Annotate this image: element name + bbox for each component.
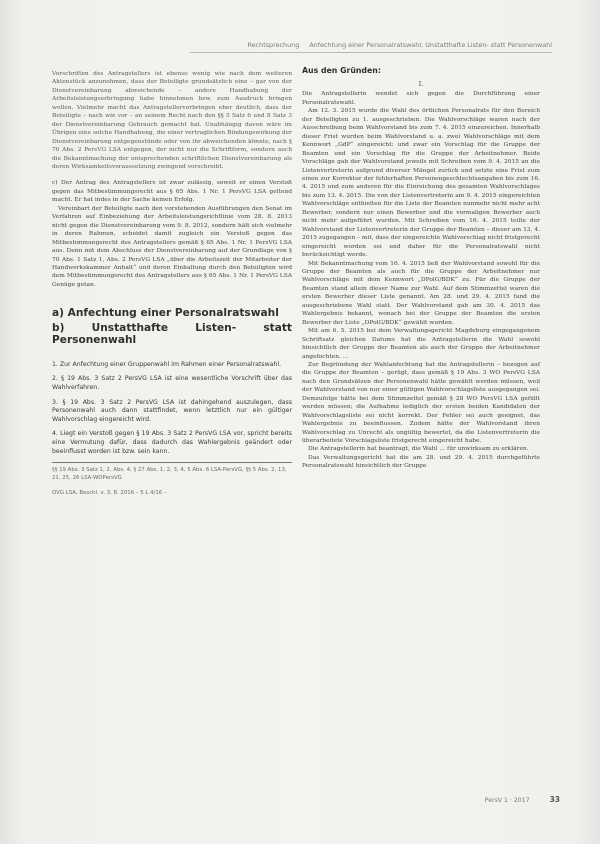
left-column [52,70,292,498]
leitsatz-1: 1. Zur Anfechtung einer Gruppenwahl im Rahmen einer Personalratswahl. [52,360,282,368]
running-head [190,41,552,53]
leitsatz-3: 3. § 19 Abs. 3 Satz 2 PersVG LSA ist dahingehend auszulegen, dass Personenwahl auch dann stattfindet, wenn letztlich nur ein gültiger Wahlvorschlag eingereicht wird. [52,398,292,423]
section-number: I. [418,81,424,88]
journal-issue: PersV 1 · 2017 [484,797,530,804]
body-paragraph: Mit am 6. 5. 2015 bei dem Verwaltungsgericht Magdeburg eingegangenem Schriftsatz gleichen Datums hat die Antragstellerin die Wahl sowohl hinsichtlich der Gruppe der Beamten als auch der Gruppe der Arbeitnehmer angefochten. … [302,328,540,360]
body-paragraph: Die Antragstellerin wendet sich gegen die Durchführung einer Personalratswahl. [302,91,540,106]
body-paragraph: Die Antragstellerin hat beantragt, die Wahl … für unwirksam zu erklären. [308,446,529,453]
body-paragraph: Das Verwaltungsgericht hat die am 28. und 29. 4. 2015 durchgeführte Personalratswahl hinsichtlich der Gruppe [302,454,540,470]
body-paragraph: Mit Bekanntmachung vom 16. 4. 2015 ließ der Wahlvorstand sowohl für die Gruppe der Beamten als auch für die Gruppe der Arbeitnehmer nur Wahlvorschläge mit dem Kennwort „DPolG/BDK“ zu. Für die Gruppe der Beamten stand allein dieser Name zur Wahl. Auf dem Stimmzettel waren die ersten Bewerber dieser Liste genannt. Am 28. und 29. 4. 2015 fand die ausgeschriebene Wahl statt. Der Wahlvorstand gab am 30. 4. 2015 das Wahlergebnis bekannt, wonach bei der Gruppe der Beamten die ersten Bewerber der Liste „DPolG/BDK“ gewählt wurden. [302,260,540,326]
court-citation: OVG LSA, Beschl. v. 3. 8. 2016 – 5 L 4/16 – [52,490,167,497]
paragraph-c: c) Der Antrag des Antragstellers ist zwar zulässig, soweit er einen Verstoß gegen das Mitbestimmungsrecht aus § 65 Abs. 1 Nr. 1 PersVG LSA geltend macht. Er hat indes in der Sache keinen Erfolg. [52,180,292,204]
body-paragraph: Am 12. 3. 2015 wurde die Wahl des örtlichen Personalrats für den Bereich der Beteiligten zu 1. ausgeschrieben. Die Wahlvorschläge waren nach der Ausschreibung beim Wahlvorstand bis zum 7. 4. 2015 einzureichen. Innerhalb dieser Frist wurden beim Wahlvorstand u. a. zwei Wahlvorschläge mit dem Kennwort „GdP“ eingereicht: und zwar ein Vorschlag für die Gruppe der Beamten und ein Vorschlag für die Gruppe der Arbeitnehmer. Beide Vorschläge gab der Wahlvorstand jeweils mit Schreiben vom 9. 4. 2015 an die Listenvertreterin aufgrund diverser Mängel zurück und setzte eine Frist zum einen zur Korrektur der fehlerhaften Personengeschlechtsangaben bis zum 16. 4. 2015 und zum anderen für die Einreichung des gesamten Wahlvorschlages bis zum 13. 4. 2015. Die von der Listenvertreterin am 9. 4. 2015 eingereichten Wahlvorschläge enthielten für die Liste der Beamten nunmehr nicht mehr acht Bewerber, sondern nur einen Bewerber und die vormaligen Bewerber auch nicht mehr aufgeführt wurden. Mit Schreiben vom 16. 4. 2015 teilte der Wahlvorstand der Listenvertreterin der Gruppe der Beamten – dieser am 13. 4. 2015 zugegangen – mit, dass der eingereichte Wahlvorschlag nicht fristgerecht eingereicht worden sei und daher für die Personalratswahl nicht berücksichtigt werde. [302,108,540,259]
intro-paragraph: Vorschriften des Antragstellers ist ebenso wenig wie nach dem weiteren Aktenstück anzunehmen, dass der Beteiligte grundsätzlich eine – gar von der Dienstvereinbarung abweichende – andere Handhabung der Arbeitsleistungserbringung habe hinnehmen bzw. zum Ausdruck bringen wollen. Vielmehr macht das Antragstellervorbringen eher deutlich, dass der Beteiligte – nach wie vor – an seinem Recht nach den §§ 5 Satz 6 und 8 Satz 3 der Dienstvereinbarung Gebrauch gemacht hat. Unabhängig davon wäre im Übrigen eine solche Handhabung, die einer vertraglichen Bindungswirkung der Dienstvereinbarung entgegenstünde oder von ihr abweichenden könnte, nach § 70 Abs. 2 PersVG LSA entgegen, der nicht nur die Schriftform, sondern auch die Bekanntmachung der entsprechenden schriftlichen Dienstvereinbarung als deren Wirksamkeitsvoraussetzung zwingend vorschreibt. [52,71,292,170]
leitsaetze [52,361,292,498]
page-number: 33 [549,795,560,804]
page-footer [485,795,560,804]
running-head-title: Anfechtung einer Personalratswahl; Unstatthafte Listen- statt Personenwahl [309,41,552,49]
paragraph-d: Vereinbart der Beteiligte nach den vorstehenden Ausführungen den Senat im Verfahren auf Einbeziehung der Arbeitsleistungsrichtlinie vom 28. 8. 2013 nicht gegen die Dienstvereinbarung vom 9. 8. 2012, sondern hält sich vielmehr in deren Rahmen, scheidet damit zugleich ein Verstoß gegen das Mitbestimmungsrecht des Antragstellers gemäß § 65 Abs. 1 Nr. 1 PersVG LSA aus. Denn mit dem Abschluss der Dienstvereinbarung auf der Grundlage von § 70 Abs. 1 Satz 1, Abs. 2 PersVG LSA „über die Arbeitszeit der Mitarbeiter der Handwerkskammer Anhalt“ und deren Einhaltung durch den Beteiligten wird dem Mitbestimmungsrecht des Antragstellers aus § 65 Abs. 1 Nr. 1 PersVG LSA Genüge getan. [52,205,292,288]
running-head-section: Rechtsprechung [247,41,300,49]
right-column [302,66,540,471]
leitsatz-4: 4. Liegt ein Verstoß gegen § 19 Abs. 3 Satz 2 PersVG LSA vor, spricht bereits eine Vermutung dafür, dass dadurch das Wahlergebnis geändert oder beeinflusst worden ist bzw. sein kann. [52,430,292,463]
body-paragraph: Zur Begründung der Wahlanfechtung hat die Antragstellerin – bezogen auf die Gruppe der Beamten – gerügt, dass gemäß § 19 Abs. 3 WO PersVG LSA nach den Grundsätzen der Personenwahl hätte gewählt werden müssen, weil der Wahlvorstand von nur einer gültigen Wahlvorschlagsliste ausgegangen sei. Demzufolge hätte bei dem Stimmzettel gemäß § 28 WO PersVG LSA gefüllt werden müssen; die Aufnahme lediglich der ersten beiden Kandidaten der Wahlvorschlagsliste sei nicht korrekt. Der Fehler sei auch geeignet, das Wahlergebnis zu beeinflussen. Zudem hätte der Wahlvorstand ihren Wahlvorschlag zu Unrecht als ungültig bewertet, da die Listenvertreterin die überarbeitete Vorschlagsliste fristgerecht eingereicht habe. [302,361,540,445]
section-title: Aus den Gründen: [302,66,381,75]
leitsatz-2: 2. § 19 Abs. 3 Satz 2 PersVG LSA ist eine wesentliche Vorschrift über das Wahlverfahren. [52,375,292,392]
norm-references: §§ 19 Abs. 3 Satz 1, 2, Abs. 4, § 27 Abs. 1, 2, 3, 4, 5 Abs. 6 LSA-PersVG, §§ 5 Abs. 2, 13, 21, 25, 26 LSA-WOPersVG [52,467,287,482]
heading-b: b) Unstatthafte Listen- statt Personenwahl [52,321,292,347]
heading-a: a) Anfechtung einer Personalratswahl [52,307,279,320]
